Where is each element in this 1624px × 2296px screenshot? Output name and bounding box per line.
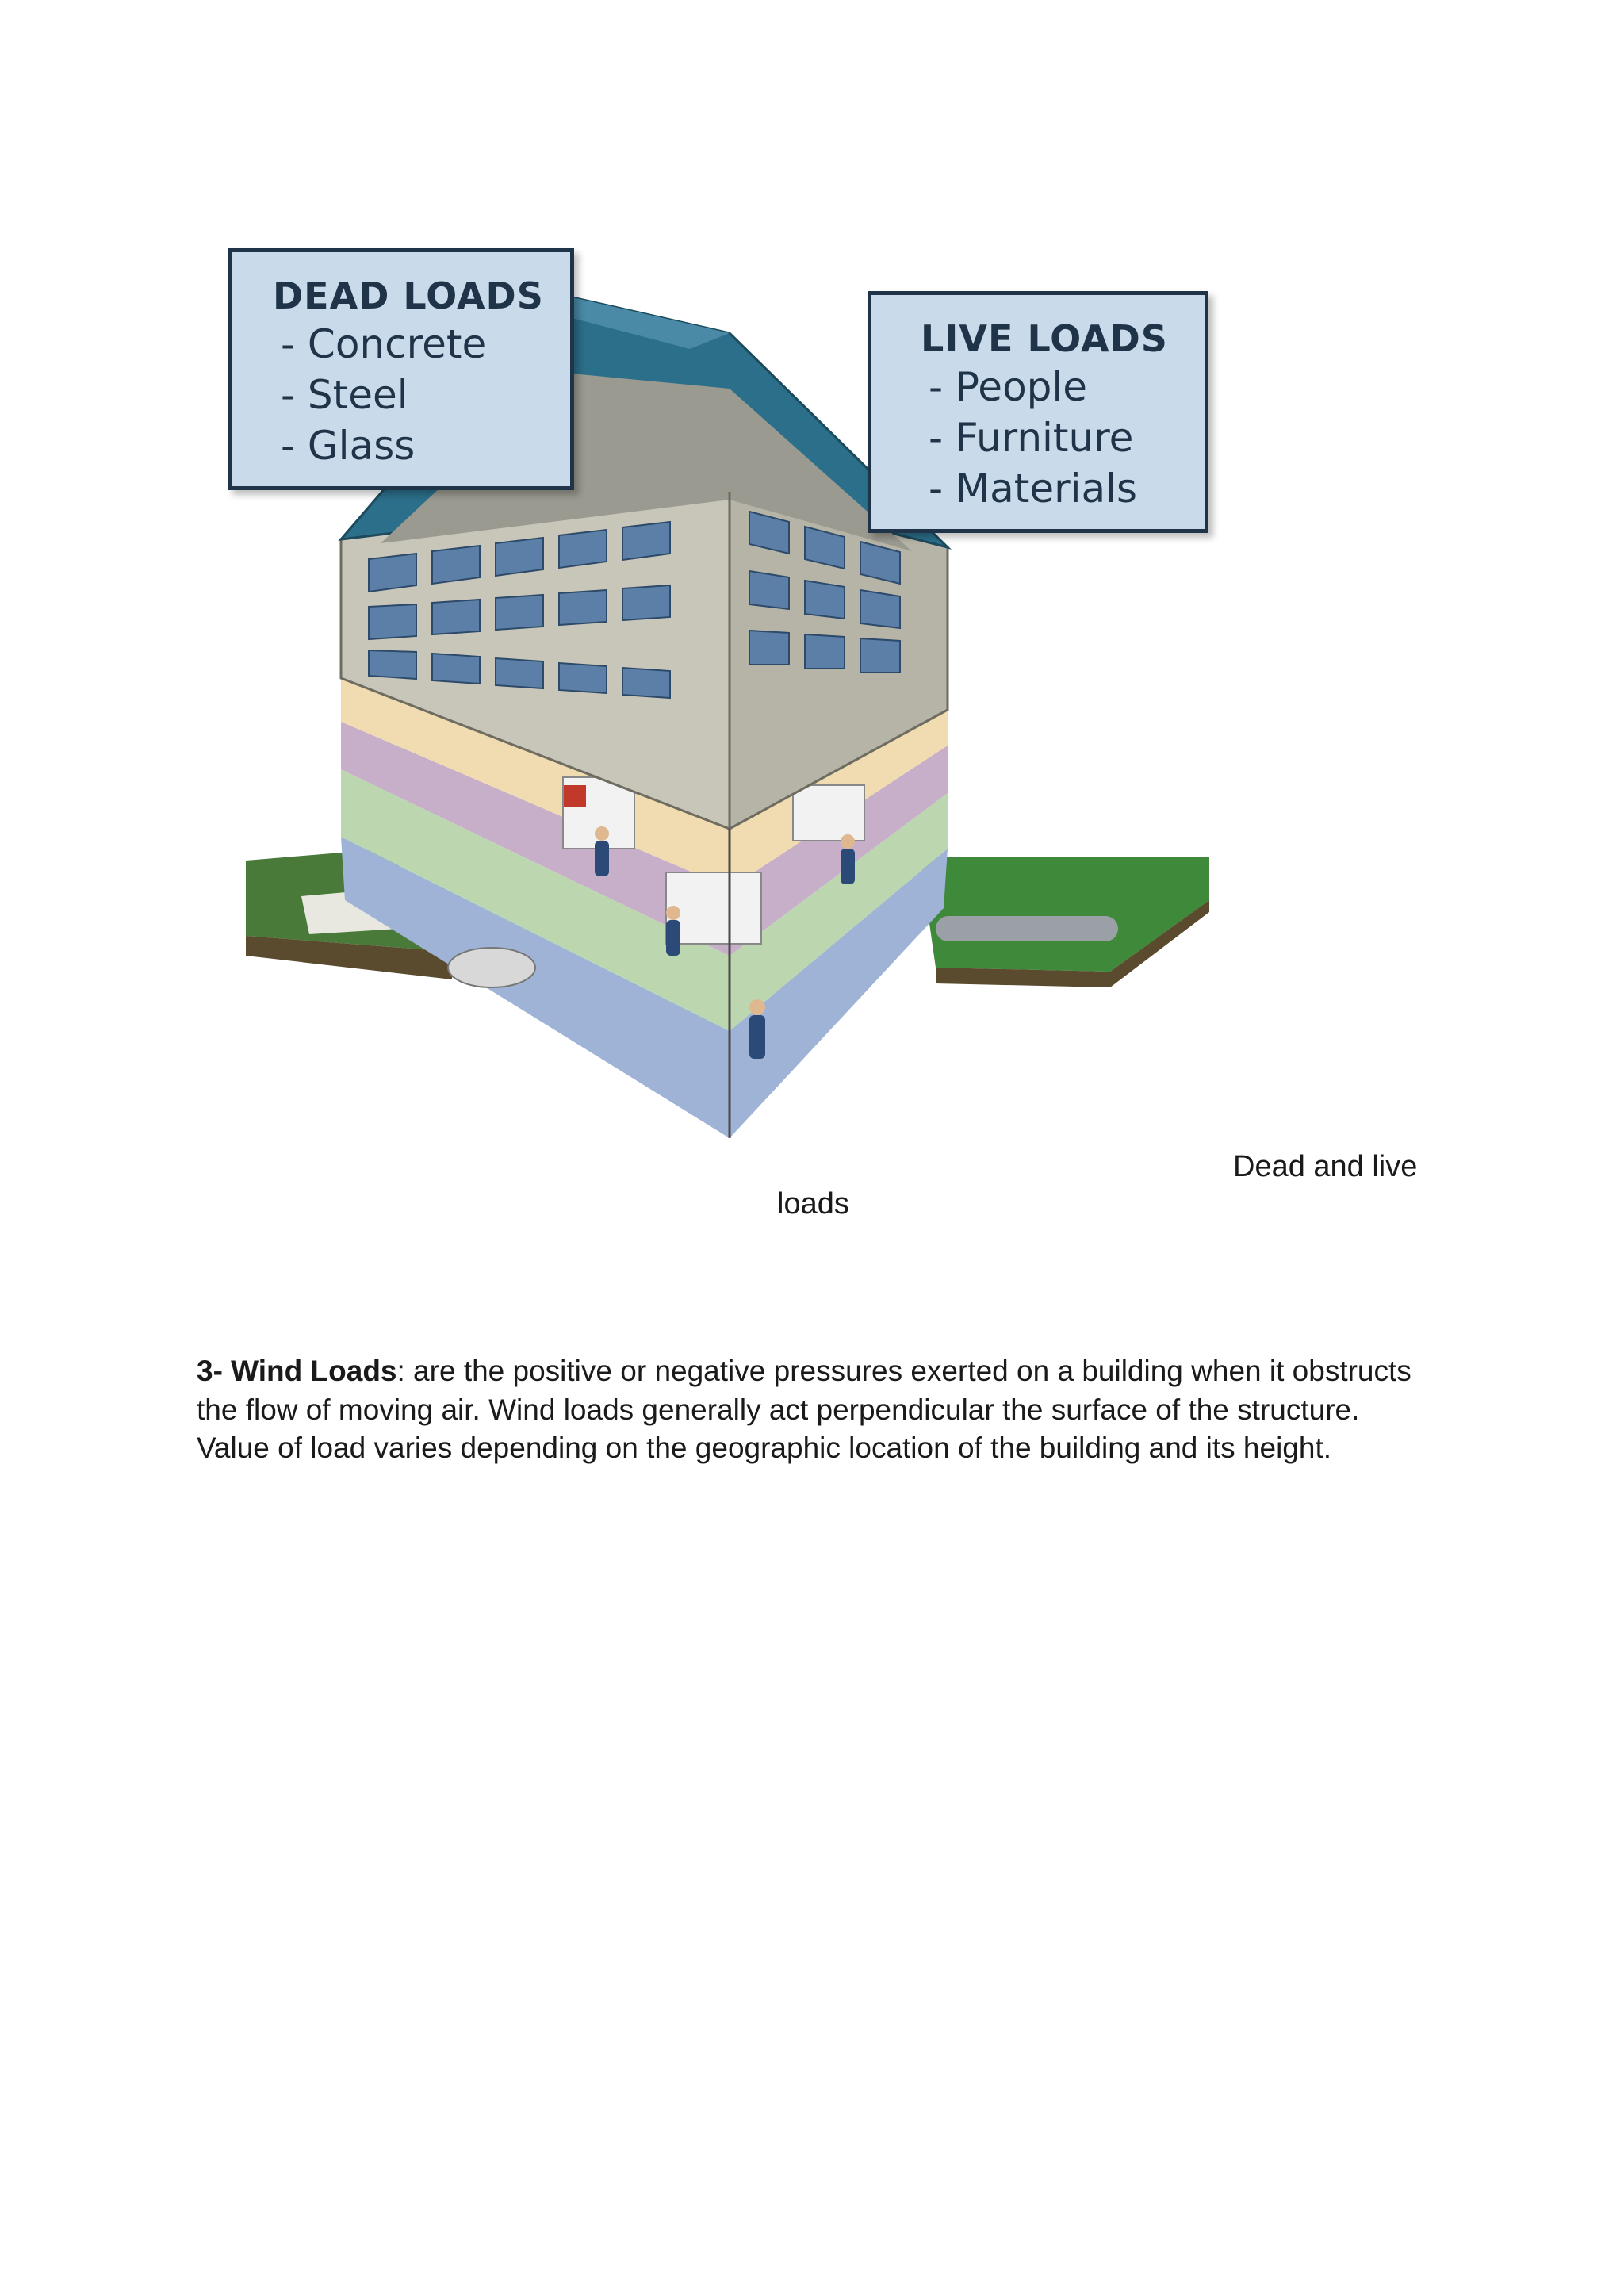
- live-loads-item: - People: [929, 364, 1088, 410]
- right-ground-slab: [920, 857, 1209, 972]
- figure-caption: Dead and live: [1233, 1150, 1418, 1183]
- live-loads-item: - Materials: [929, 466, 1138, 512]
- wind-loads-paragraph: [197, 1352, 1418, 1468]
- dead-loads-item: - Steel: [281, 372, 408, 418]
- basement-tank: [448, 948, 535, 987]
- wall-sign: [564, 785, 586, 807]
- building-loads-figure: [222, 238, 1229, 1158]
- interior-partition: [793, 785, 864, 841]
- dead-loads-title: DEAD LOADS: [273, 274, 544, 317]
- live-loads-box: [868, 291, 1208, 533]
- live-loads-title: LIVE LOADS: [921, 317, 1168, 360]
- right-pipe: [936, 916, 1118, 941]
- wind-loads-text: : are the positive or negative pressures exerted on a building when it obstructs the flow of moving air. Wind loads generally act perpendicular the surface of the structure. Value of load varies depending on the geographic location of the building and its height.: [197, 1355, 1411, 1464]
- dead-loads-item: - Concrete: [281, 321, 487, 367]
- dead-loads-box: [228, 248, 574, 490]
- figure-caption-continued: loads: [777, 1187, 849, 1221]
- live-loads-item: - Furniture: [929, 415, 1134, 461]
- wind-loads-term: 3- Wind Loads: [197, 1355, 397, 1387]
- dead-loads-item: - Glass: [281, 423, 416, 469]
